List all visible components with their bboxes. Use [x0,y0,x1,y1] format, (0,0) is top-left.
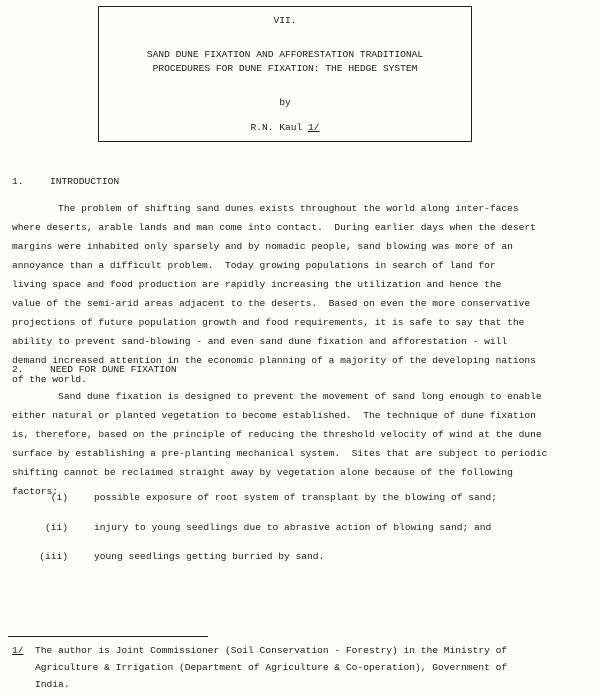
footnote [12,642,582,693]
footnote-divider [8,636,208,637]
section-number: 1. [12,176,24,187]
section-1-heading [12,176,119,187]
list-text: young seedlings getting burried by sand. [94,551,325,562]
chapter-number: VII. [273,15,297,26]
list-marker: (iii) [39,551,68,562]
section-2-paragraph: Sand dune fixation is designed to prevent the movement of sand long enough to enable either natural or planted vegetation to become established. The technique of dune fixation is, therefore, based on the principle of reducing the threshold velocity of wind at the dune surface by establishing a pre-planting mechanical system. Sites that are subject to periodic shifting cannot be reclaimed straight away by vegetation alone because of the following factors: [12,391,548,497]
list-marker: (ii) [44,522,68,533]
title-box [98,6,472,142]
footnote-text: The author is Joint Commissioner (Soil Conservation - Forestry) in the Ministry of Agriculture & Irrigation (Department of Agriculture & Co-operation), Government of India. [35,645,508,690]
section-title: INTRODUCTION [50,176,120,187]
section-number: 2. [12,364,24,375]
list-text: injury to young seedlings due to abrasive action of blowing sand; and [94,522,492,533]
author-footnote-mark: 1/ [308,122,320,133]
footnote-mark: 1/ [12,645,24,656]
author-line [99,122,471,135]
list-marker: (i) [50,492,68,503]
title-line-1: SAND DUNE FIXATION AND AFFORESTATION TRADITIONAL [146,49,424,60]
title-line-2: PROCEDURES FOR DUNE FIXATION: THE HEDGE SYSTEM [152,63,418,74]
list-text: possible exposure of root system of transplant by the blowing of sand; [94,492,498,503]
section-1-paragraph: The problem of shifting sand dunes exists throughout the world along inter-faces where deserts, arable lands and man come into contact. During earlier days when the desert margins were inhabited only sparsely and by nomadic people, sand blowing was more of an annoyance than a difficult problem. Today growing populations in search of land for living space and food production are rapidly increasing the utilization and hence the value of the semi-arid areas adjacent to the deserts. Based on even the more conservative projections of future population growth and food requirements, it is safe to say that the ability to prevent sand-blowing - and even sand dune fixation and afforestation - will demand increased attention in the economic planning of a majority of the developing nations of the world. [12,203,536,385]
section-2-heading [12,364,177,375]
byline: by [279,97,291,108]
section-title: NEED FOR DUNE FIXATION [50,364,177,375]
author-name: R.N. Kaul [250,122,303,133]
